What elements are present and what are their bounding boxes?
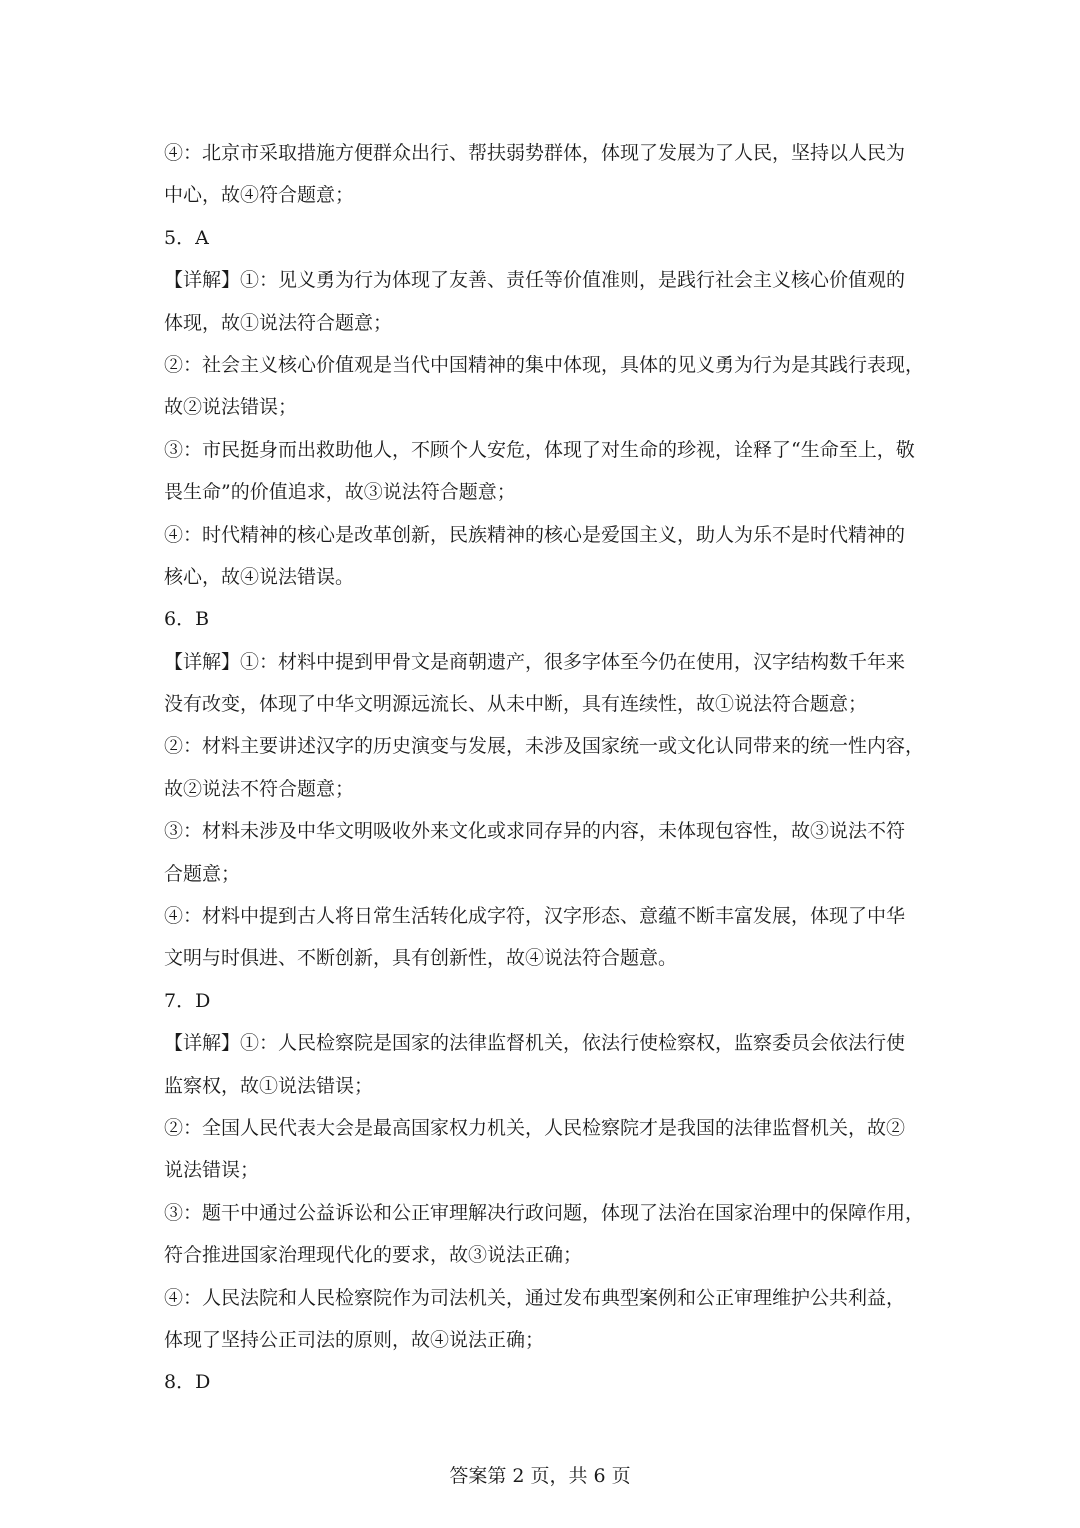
question-answer-label: 6．B <box>164 608 210 631</box>
text-line: 故②说法不符合题意； <box>164 777 355 800</box>
question-answer-label: 5．A <box>164 226 209 249</box>
text-line: ③：市民挺身而出救助他人，不顾个人安危，体现了对生命的珍视，诠释了“生命至上，敬 <box>164 438 915 461</box>
text-line: 核心，故④说法错误。 <box>164 565 355 588</box>
text-line: 没有改变，体现了中华文明源远流长、从未中断，具有连续性，故①说法符合题意； <box>164 693 868 716</box>
text-line: 中心，故④符合题意； <box>164 184 355 207</box>
text-line: ③：材料未涉及中华文明吸收外来文化或求同存异的内容，未体现包容性，故③说法不符 <box>164 820 906 843</box>
text-line: 监察权，故①说法错误； <box>164 1074 374 1097</box>
text-line: 【详解】①：见义勇为行为体现了友善、责任等价值准则，是践行社会主义核心价值观的 <box>164 269 906 292</box>
text-line: 【详解】①：人民检察院是国家的法律监督机关，依法行使检察权，监察委员会依法行使 <box>164 1032 906 1055</box>
text-line: ②：全国人民代表大会是最高国家权力机关，人民检察院才是我国的法律监督机关，故② <box>164 1116 906 1139</box>
text-line: 【详解】①：材料中提到甲骨文是商朝遗产，很多字体至今仍在使用，汉字结构数千年来 <box>164 650 906 673</box>
text-line: ④：时代精神的核心是改革创新，民族精神的核心是爱国主义，助人为乐不是时代精神的 <box>164 523 906 546</box>
page-footer: 答案第 2 页，共 6 页 <box>449 1465 631 1487</box>
text-line: ②：材料主要讲述汉字的历史演变与发展，未涉及国家统一或文化认同带来的统一性内容， <box>164 735 925 758</box>
text-line: ③：题干中通过公益诉讼和公正审理解决行政问题，体现了法治在国家治理中的保障作用， <box>164 1201 925 1224</box>
text-line: ②：社会主义核心价值观是当代中国精神的集中体现，具体的见义勇为行为是其践行表现， <box>164 353 925 376</box>
text-line: 故②说法错误； <box>164 396 298 419</box>
question-answer-label: 7．D <box>164 989 211 1012</box>
text-line: 合题意； <box>164 862 241 885</box>
text-line: 说法错误； <box>164 1159 260 1182</box>
text-line: 体现，故①说法符合题意； <box>164 311 393 334</box>
text-line: 畏生命”的价值追求，故③说法符合题意； <box>164 481 516 504</box>
question-answer-label: 8．D <box>164 1371 211 1394</box>
answer-text-body <box>164 132 924 1404</box>
text-line: ④：北京市采取措施方便群众出行、帮扶弱势群体，体现了发展为了人民，坚持以人民为 <box>164 142 906 164</box>
text-line: ④：人民法院和人民检察院作为司法机关，通过发布典型案例和公正审理维护公共利益， <box>164 1286 906 1309</box>
text-line: ④：材料中提到古人将日常生活转化成字符，汉字形态、意蕴不断丰富发展，体现了中华 <box>164 905 906 928</box>
text-line: 体现了坚持公正司法的原则，故④说法正确； <box>164 1328 545 1351</box>
text-line: 符合推进国家治理现代化的要求，故③说法正确； <box>164 1244 583 1267</box>
text-line: 文明与时俱进、不断创新，具有创新性，故④说法符合题意。 <box>164 947 678 970</box>
